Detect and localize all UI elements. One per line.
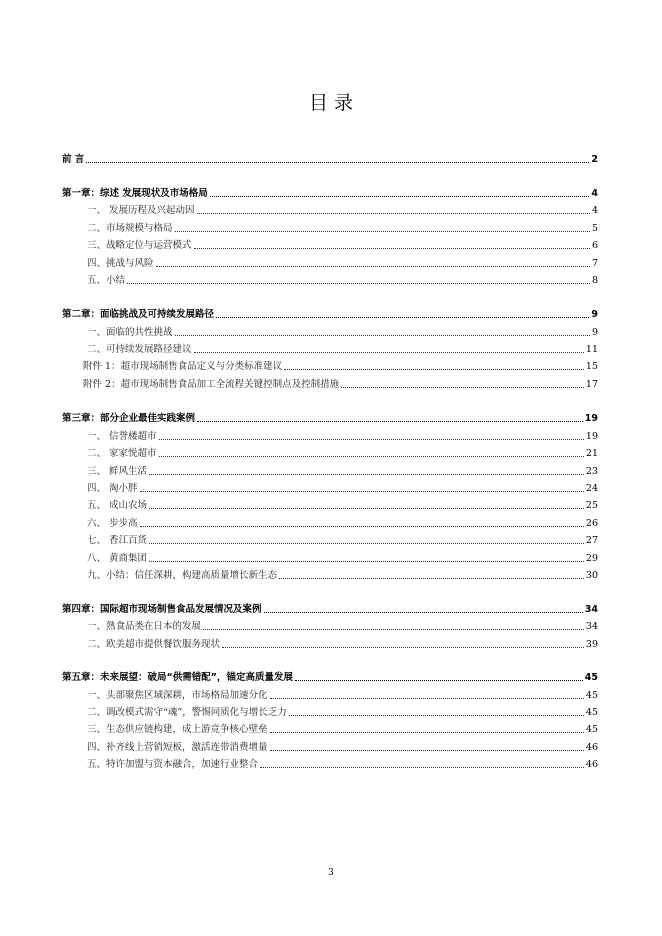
toc-leader-dots: [197, 213, 590, 214]
toc-leader-dots: [203, 629, 584, 630]
page-number: 3: [328, 868, 334, 878]
toc-entry-label: 三、 鲜风生活: [87, 466, 148, 477]
toc-entry-page: 29: [585, 553, 598, 564]
toc-section-entry[interactable]: [87, 254, 598, 270]
toc-entry-label: 第五章：未来展望：破局“供需错配”，锚定高质量发展: [62, 672, 293, 683]
toc-section-entry[interactable]: [87, 479, 598, 495]
toc-leader-dots: [264, 612, 583, 613]
toc-entry-page: 21: [585, 448, 598, 459]
toc-entry-label: 二、欧美超市提供餐饮服务现状: [87, 639, 221, 650]
toc-entry-label: 九、小结：信任深耕，构建高质量增长新生态: [87, 570, 278, 581]
toc-leader-dots: [140, 491, 584, 492]
toc-leader-dots: [197, 421, 583, 422]
toc-leader-dots: [149, 543, 584, 544]
toc-leader-dots: [156, 266, 590, 267]
toc-section-entry[interactable]: [87, 496, 598, 512]
toc-entry-page: 24: [585, 483, 598, 494]
toc-entry-label: 附件 1：超市现场制售食品定义与分类标准建议: [83, 361, 283, 372]
toc-leader-dots: [159, 456, 584, 457]
toc-entry-label: 第三章：部分企业最佳实践案例: [62, 413, 196, 424]
toc-entry-label: 五、小结: [87, 275, 126, 286]
toc-entry-label: 第一章：综述 发展现状及市场格局: [62, 188, 208, 199]
toc-entry-page: 9: [591, 309, 598, 320]
toc-chapter-entry[interactable]: [62, 184, 598, 200]
toc-entry-label: 前 言: [62, 154, 85, 165]
toc-section-entry[interactable]: [87, 323, 598, 339]
toc-entry-label: 附件 2：超市现场制售食品加工全流程关键控制点及控制措施: [83, 379, 340, 390]
toc-chapter-entry[interactable]: [62, 600, 598, 616]
toc-entry-page: 45: [584, 672, 598, 683]
toc-entry-label: 三、生态供应链构建，成上游竞争核心壁垒: [87, 724, 268, 735]
toc-leader-dots: [149, 474, 584, 475]
toc-entry-label: 一、 发展历程及兴起动因: [87, 205, 195, 216]
toc-entry-page: 4: [591, 188, 598, 199]
toc-section-entry[interactable]: [87, 271, 598, 287]
toc-entry-page: 46: [585, 759, 598, 770]
toc-leader-dots: [270, 698, 584, 699]
toc-section-entry[interactable]: [87, 686, 598, 702]
toc-leader-dots: [341, 387, 584, 388]
toc-entry-page: 30: [585, 570, 598, 581]
toc-entry-page: 45: [585, 724, 598, 735]
toc-section-entry[interactable]: [87, 462, 598, 478]
toc-entry-label: 一、面临的共性挑战: [87, 327, 173, 338]
toc-section-entry[interactable]: [87, 720, 598, 736]
toc-entry-label: 第四章：国际超市现场制售食品发展情况及案例: [62, 604, 262, 615]
toc-entry-page: 19: [584, 413, 598, 424]
toc-leader-dots: [194, 248, 590, 249]
toc-leader-dots: [149, 561, 584, 562]
toc-section-entry[interactable]: [87, 755, 598, 771]
toc-leader-dots: [270, 732, 584, 733]
toc-section-entry[interactable]: [87, 219, 598, 235]
toc-leader-dots: [289, 715, 584, 716]
toc-leader-dots: [260, 767, 584, 768]
toc-section-entry[interactable]: [83, 357, 598, 373]
toc-section-entry[interactable]: [87, 201, 598, 217]
toc-leader-dots: [270, 750, 584, 751]
toc-entry-page: 46: [585, 742, 598, 753]
toc-entry-label: 二、 家家悦超市: [87, 448, 157, 459]
toc-entry-label: 四、挑战与风险: [87, 258, 154, 269]
toc-section-entry[interactable]: [87, 514, 598, 530]
toc-leader-dots: [295, 680, 583, 681]
toc-leader-dots: [194, 352, 584, 353]
toc-section-entry[interactable]: [87, 566, 598, 582]
toc-leader-dots: [222, 647, 584, 648]
toc-entry-page: 7: [591, 258, 598, 269]
toc-leader-dots: [279, 578, 584, 579]
toc-section-entry[interactable]: [87, 340, 598, 356]
toc-entry-label: 第二章：面临挑战及可持续发展路径: [62, 309, 215, 320]
toc-leader-dots: [140, 526, 584, 527]
toc-entry-label: 八、 黄商集团: [87, 553, 148, 564]
toc-entry-label: 一、 信誉楼超市: [87, 431, 157, 442]
toc-chapter-entry[interactable]: [62, 668, 598, 684]
toc-entry-label: 二、调改模式需守“魂”，警惕同质化与增长乏力: [87, 707, 287, 718]
toc-entry-page: 34: [585, 621, 598, 632]
toc-entry-page: 39: [585, 639, 598, 650]
toc-section-entry[interactable]: [87, 738, 598, 754]
toc-entry-page: 15: [585, 361, 598, 372]
toc-entry-page: 26: [585, 518, 598, 529]
toc-section-entry[interactable]: [87, 703, 598, 719]
toc-section-entry[interactable]: [87, 427, 598, 443]
toc-chapter-entry[interactable]: [62, 150, 598, 166]
toc-leader-dots: [127, 283, 590, 284]
toc-leader-dots: [159, 439, 584, 440]
toc-entry-page: 4: [591, 205, 598, 216]
toc-section-entry[interactable]: [87, 635, 598, 651]
toc-entry-page: 34: [584, 604, 598, 615]
toc-section-entry[interactable]: [83, 375, 598, 391]
toc-chapter-entry[interactable]: [62, 409, 598, 425]
toc-leader-dots: [284, 369, 584, 370]
toc-section-entry[interactable]: [87, 444, 598, 460]
toc-entry-label: 四、补齐线上营销短板，激活连带消费增量: [87, 742, 268, 753]
toc-leader-dots: [175, 335, 590, 336]
toc-entry-page: 8: [591, 275, 598, 286]
toc-entry-label: 一、头部聚焦区域深耕，市场格局加速分化: [87, 690, 268, 701]
toc-entry-page: 45: [585, 690, 598, 701]
toc-entry-page: 11: [585, 344, 598, 355]
toc-entry-page: 6: [591, 240, 598, 251]
toc-leader-dots: [216, 317, 589, 318]
toc-entry-label: 二、可持续发展路径建议: [87, 344, 192, 355]
toc-leader-dots: [175, 231, 590, 232]
toc-leader-dots: [86, 162, 589, 163]
toc-entry-page: 9: [591, 327, 598, 338]
toc-entry-page: 25: [585, 500, 598, 511]
toc-entry-label: 七、 香江百货: [87, 535, 148, 546]
toc-chapter-entry[interactable]: [62, 305, 598, 321]
toc-entry-label: 一、熟食品类在日本的发展: [87, 621, 202, 632]
toc-leader-dots: [210, 196, 590, 197]
toc-entry-page: 2: [591, 154, 598, 165]
toc-section-entry[interactable]: [87, 531, 598, 547]
toc-entry-page: 23: [585, 466, 598, 477]
toc-section-entry[interactable]: [87, 549, 598, 565]
toc-entry-page: 5: [591, 223, 598, 234]
toc-entry-label: 五、特许加盟与资本融合，加速行业整合: [87, 759, 259, 770]
toc-entry-page: 17: [585, 379, 598, 390]
toc-entry-page: 19: [585, 431, 598, 442]
page-title: 目 录: [308, 92, 354, 114]
toc-entry-label: 四、 淘小胖: [87, 483, 138, 494]
toc-section-entry[interactable]: [87, 236, 598, 252]
toc-entry-label: 六、 步步高: [87, 518, 138, 529]
toc-entry-page: 45: [585, 707, 598, 718]
toc-section-entry[interactable]: [87, 617, 598, 633]
toc-leader-dots: [149, 508, 584, 509]
toc-entry-page: 27: [585, 535, 598, 546]
toc-entry-label: 三、战略定位与运营模式: [87, 240, 192, 251]
toc-entry-label: 二、市场规模与格局: [87, 223, 173, 234]
toc-entry-label: 五、 成山农场: [87, 500, 148, 511]
